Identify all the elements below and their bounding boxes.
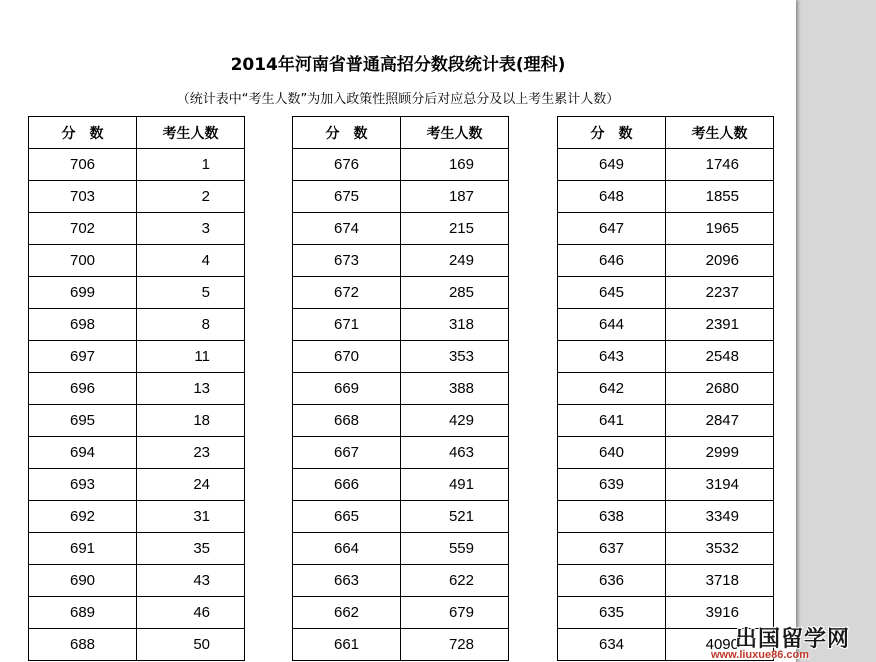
table-row: [29, 341, 245, 373]
count-cell: 169: [401, 149, 509, 181]
table-header-row: [29, 117, 245, 149]
score-cell: 669: [293, 373, 401, 405]
count-cell: 2680: [666, 373, 774, 405]
table-row: [558, 213, 774, 245]
document-subtitle: （统计表中“考生人数”为加入政策性照顾分后对应总分及以上考生累计人数）: [176, 92, 620, 107]
score-cell: 702: [29, 213, 137, 245]
score-cell: 695: [29, 405, 137, 437]
score-cell: 661: [293, 629, 401, 661]
count-cell: 559: [401, 533, 509, 565]
count-cell: 429: [401, 405, 509, 437]
count-cell: 2: [137, 181, 245, 213]
table-row: [293, 277, 509, 309]
count-cell: 11: [137, 341, 245, 373]
count-cell: 215: [401, 213, 509, 245]
count-cell: 1746: [666, 149, 774, 181]
table-row: [29, 501, 245, 533]
table-row: [558, 437, 774, 469]
score-cell: 641: [558, 405, 666, 437]
score-table-3: [557, 116, 774, 661]
score-cell: 698: [29, 309, 137, 341]
count-cell: 4090: [666, 629, 774, 661]
score-cell: 645: [558, 277, 666, 309]
count-cell: 1855: [666, 181, 774, 213]
score-cell: 671: [293, 309, 401, 341]
score-cell: 706: [29, 149, 137, 181]
score-cell: 663: [293, 565, 401, 597]
table-row: [558, 309, 774, 341]
count-cell: 8: [137, 309, 245, 341]
count-cell: 679: [401, 597, 509, 629]
score-cell: 648: [558, 181, 666, 213]
count-cell: 31: [137, 501, 245, 533]
score-cell: 674: [293, 213, 401, 245]
count-cell: 43: [137, 565, 245, 597]
table-row: [293, 469, 509, 501]
table-row: [29, 213, 245, 245]
count-cell: 318: [401, 309, 509, 341]
count-cell: 3349: [666, 501, 774, 533]
count-cell: 2548: [666, 341, 774, 373]
table-row: [293, 213, 509, 245]
table-row: [293, 405, 509, 437]
count-cell: 3916: [666, 597, 774, 629]
count-cell: 2847: [666, 405, 774, 437]
score-cell: 643: [558, 341, 666, 373]
table-row: [29, 405, 245, 437]
count-cell: 491: [401, 469, 509, 501]
score-cell: 665: [293, 501, 401, 533]
score-cell: 636: [558, 565, 666, 597]
table-header-row: [293, 117, 509, 149]
count-cell: 3532: [666, 533, 774, 565]
count-cell: 463: [401, 437, 509, 469]
table-row: [558, 277, 774, 309]
table-row: [558, 469, 774, 501]
count-cell: 2999: [666, 437, 774, 469]
table-row: [558, 181, 774, 213]
watermark-url: www.liuxue86.com: [711, 649, 810, 661]
table-row: [29, 245, 245, 277]
score-cell: 675: [293, 181, 401, 213]
count-cell: 728: [401, 629, 509, 661]
score-cell: 639: [558, 469, 666, 501]
table-row: [29, 629, 245, 661]
table-row: [558, 565, 774, 597]
count-cell: 285: [401, 277, 509, 309]
table-row: [293, 533, 509, 565]
table-row: [29, 149, 245, 181]
table-row: [29, 277, 245, 309]
score-cell: 647: [558, 213, 666, 245]
count-cell: 1: [137, 149, 245, 181]
count-cell: 388: [401, 373, 509, 405]
score-cell: 692: [29, 501, 137, 533]
count-cell: 46: [137, 597, 245, 629]
table-row: [293, 181, 509, 213]
table-row: [29, 437, 245, 469]
score-cell: 635: [558, 597, 666, 629]
table-row: [293, 309, 509, 341]
score-cell: 666: [293, 469, 401, 501]
score-cell: 693: [29, 469, 137, 501]
score-table-2: [292, 116, 509, 661]
count-cell: 1965: [666, 213, 774, 245]
score-header: 分 数: [29, 117, 137, 149]
table-row: [558, 373, 774, 405]
count-cell: 521: [401, 501, 509, 533]
count-header: 考生人数: [666, 117, 774, 149]
table-row: [558, 533, 774, 565]
count-cell: 24: [137, 469, 245, 501]
count-cell: 23: [137, 437, 245, 469]
score-cell: 689: [29, 597, 137, 629]
score-cell: 642: [558, 373, 666, 405]
table-row: [29, 533, 245, 565]
count-cell: 3718: [666, 565, 774, 597]
table-row: [293, 501, 509, 533]
score-cell: 696: [29, 373, 137, 405]
count-cell: 2096: [666, 245, 774, 277]
table-row: [29, 309, 245, 341]
table-row: [293, 597, 509, 629]
score-cell: 649: [558, 149, 666, 181]
score-cell: 662: [293, 597, 401, 629]
score-cell: 690: [29, 565, 137, 597]
table-row: [29, 565, 245, 597]
table-row: [558, 149, 774, 181]
score-cell: 646: [558, 245, 666, 277]
table-row: [558, 245, 774, 277]
score-cell: 637: [558, 533, 666, 565]
count-cell: 249: [401, 245, 509, 277]
score-cell: 691: [29, 533, 137, 565]
score-cell: 644: [558, 309, 666, 341]
score-cell: 670: [293, 341, 401, 373]
table-row: [293, 149, 509, 181]
count-cell: 4: [137, 245, 245, 277]
score-cell: 672: [293, 277, 401, 309]
table-row: [293, 373, 509, 405]
table-row: [293, 245, 509, 277]
score-cell: 668: [293, 405, 401, 437]
score-cell: 640: [558, 437, 666, 469]
score-cell: 667: [293, 437, 401, 469]
count-cell: 622: [401, 565, 509, 597]
table-row: [29, 597, 245, 629]
score-cell: 697: [29, 341, 137, 373]
table-row: [293, 565, 509, 597]
count-cell: 3: [137, 213, 245, 245]
table-row: [29, 469, 245, 501]
table-row: [558, 501, 774, 533]
document-title: 2014年河南省普通高招分数段统计表(理科): [230, 55, 566, 75]
score-header: 分 数: [293, 117, 401, 149]
score-cell: 673: [293, 245, 401, 277]
score-cell: 664: [293, 533, 401, 565]
count-cell: 3194: [666, 469, 774, 501]
table-row: [293, 341, 509, 373]
count-header: 考生人数: [401, 117, 509, 149]
count-cell: 2391: [666, 309, 774, 341]
watermark-logo-text: 出国留学网: [735, 627, 851, 652]
count-cell: 2237: [666, 277, 774, 309]
score-cell: 703: [29, 181, 137, 213]
score-cell: 699: [29, 277, 137, 309]
table-row: [293, 437, 509, 469]
table-row: [558, 341, 774, 373]
table-row: [29, 373, 245, 405]
score-cell: 676: [293, 149, 401, 181]
count-cell: 18: [137, 405, 245, 437]
score-cell: 700: [29, 245, 137, 277]
count-cell: 187: [401, 181, 509, 213]
count-cell: 13: [137, 373, 245, 405]
count-cell: 50: [137, 629, 245, 661]
table-row: [293, 629, 509, 661]
count-cell: 35: [137, 533, 245, 565]
score-header: 分 数: [558, 117, 666, 149]
table-header-row: [558, 117, 774, 149]
count-cell: 353: [401, 341, 509, 373]
score-cell: 634: [558, 629, 666, 661]
score-cell: 694: [29, 437, 137, 469]
score-cell: 688: [29, 629, 137, 661]
table-row: [558, 405, 774, 437]
score-table-1: [28, 116, 245, 661]
table-row: [29, 181, 245, 213]
site-watermark: [705, 622, 870, 662]
count-header: 考生人数: [137, 117, 245, 149]
count-cell: 5: [137, 277, 245, 309]
score-cell: 638: [558, 501, 666, 533]
